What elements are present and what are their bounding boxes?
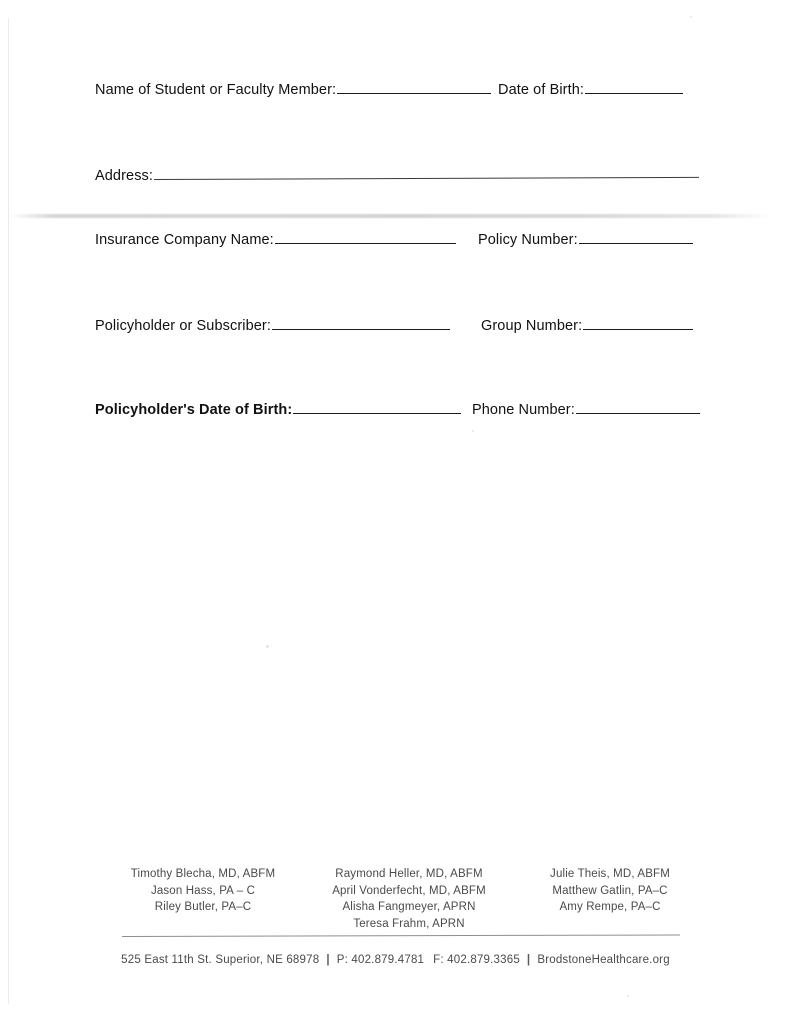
field-label-group-number: Group Number: [481, 318, 583, 334]
provider-list [95, 866, 699, 932]
field-policy-number [478, 224, 693, 250]
field-input-policyholder-dob[interactable] [293, 394, 461, 414]
field-policyholder-name [95, 310, 450, 336]
insurance-form-fields [95, 74, 699, 418]
scan-ghost-band-artifact [10, 214, 772, 218]
provider-name: Teresa Frahm, APRN [353, 917, 465, 930]
field-policyholder-dob [95, 394, 461, 420]
footer-website[interactable]: BrodstoneHealthcare.org [537, 954, 670, 966]
field-date-of-birth [498, 74, 683, 100]
form-row [95, 74, 699, 100]
form-row [95, 394, 699, 420]
field-input-student-name[interactable] [337, 74, 491, 94]
field-label-phone-number: Phone Number: [472, 402, 575, 418]
provider-name: Amy Rempe, PA–C [559, 901, 661, 913]
provider-name: Raymond Heller, MD, ABFM [335, 868, 483, 880]
provider-name: Matthew Gatlin, PA–C [552, 884, 668, 897]
field-phone-number [472, 394, 700, 420]
provider-column [103, 866, 303, 916]
provider-name: Alisha Fangmeyer, APRN [342, 901, 476, 913]
provider-column [515, 866, 705, 916]
field-group-number [481, 310, 693, 336]
footer-address: 525 East 11th St. Superior, NE 68978 [121, 954, 320, 966]
form-row [95, 160, 699, 186]
field-label-insurance-company: Insurance Company Name: [95, 232, 274, 248]
field-input-phone-number[interactable] [576, 394, 700, 414]
field-input-insurance-company[interactable] [275, 224, 456, 244]
footer-phone: P: 402.879.4781 [336, 954, 425, 966]
field-label-address: Address: [95, 168, 154, 184]
field-student-name [95, 74, 491, 100]
provider-name: Riley Butler, PA–C [154, 901, 252, 913]
provider-name: Jason Hass, PA – C [150, 884, 256, 897]
footer-separator: | [526, 954, 531, 966]
footer-fax: F: 402.879.3365 [433, 954, 520, 966]
provider-name: April Vonderfecht, MD, ABFM [332, 884, 486, 897]
scan-speck [690, 16, 692, 18]
field-input-date-of-birth[interactable] [585, 74, 683, 94]
field-label-policyholder-dob: Policyholder's Date of Birth: [95, 402, 293, 418]
scan-speck [472, 430, 474, 432]
scan-edge-artifact [8, 18, 9, 1004]
provider-column [309, 866, 509, 932]
field-address [95, 160, 699, 186]
footer-separator: | [326, 954, 330, 966]
form-row [95, 310, 699, 336]
field-input-group-number[interactable] [583, 310, 693, 330]
footer-divider [122, 934, 680, 937]
field-label-policyholder-name: Policyholder or Subscriber: [95, 318, 271, 334]
field-insurance-company [95, 224, 456, 250]
field-label-student-name: Name of Student or Faculty Member: [95, 82, 337, 98]
form-row [95, 224, 699, 250]
scan-speck [266, 645, 269, 648]
footer-contact-line [0, 954, 791, 966]
provider-name: Timothy Blecha, MD, ABFM [130, 868, 276, 880]
field-label-date-of-birth: Date of Birth: [498, 82, 585, 98]
field-input-policyholder-name[interactable] [272, 310, 450, 330]
field-label-policy-number: Policy Number: [478, 232, 578, 248]
field-input-policy-number[interactable] [579, 224, 693, 244]
field-input-address[interactable] [154, 158, 699, 180]
provider-name: Julie Theis, MD, ABFM [550, 868, 670, 880]
scan-speck [627, 995, 629, 997]
